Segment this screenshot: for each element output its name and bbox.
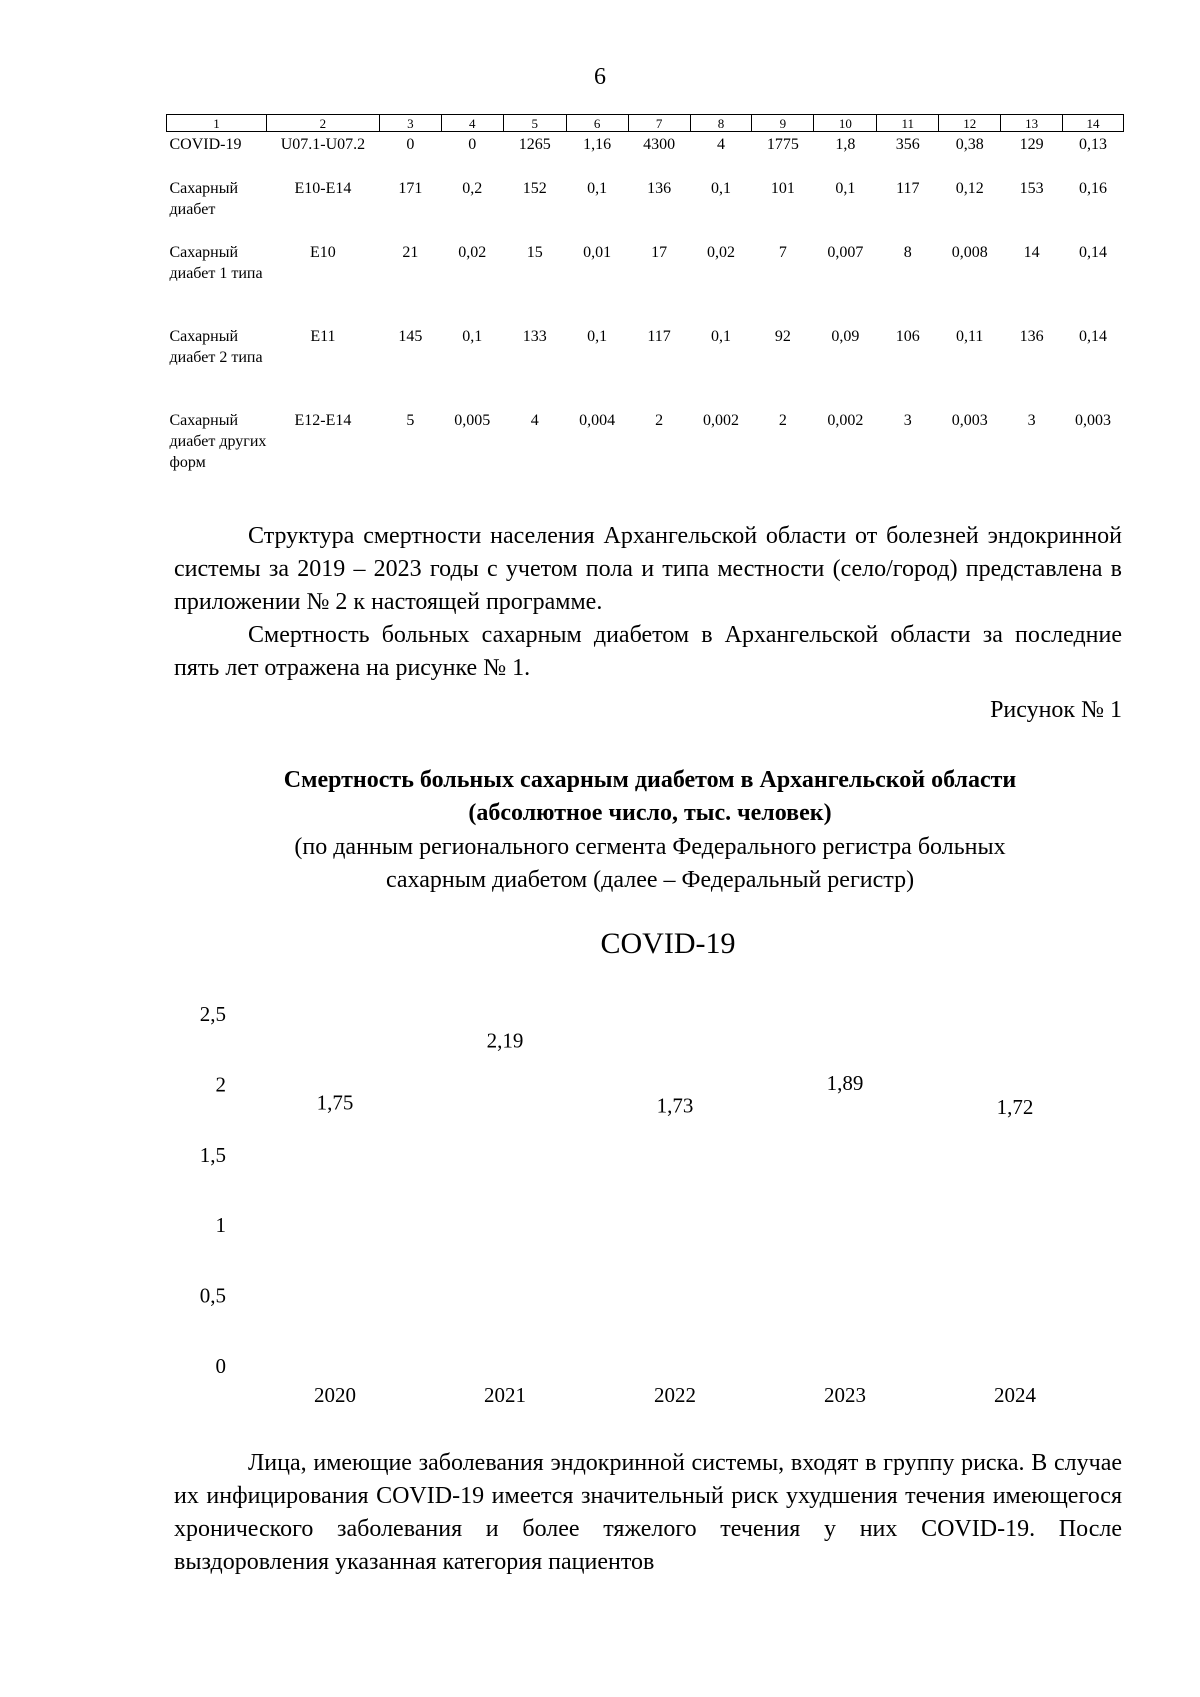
row-code: E12-E14 <box>294 412 352 429</box>
table-cell: 1,16 <box>583 136 612 153</box>
paragraph-text: Структура смертности населения Архангельской области от болезней эндокринной системы за 2019 – 2023 годы с учетом пола и типа местности (село/город) представлена в приложении № 2 к настоящей программе. <box>174 523 1122 615</box>
paragraph-text: Лица, имеющие заболевания эндокринной системы, входят в группу риска. В случае их инфицирования COVID-19 имеется значительный риск ухудшения течения имеющегося хронического заболевания и более тяжелого течения у них COVID-19. После выздоровления указанная категория пациентов <box>174 1450 1122 1575</box>
table-cell: 21 <box>402 244 419 261</box>
data-label: 2,19 <box>486 1028 524 1053</box>
table-cell: 4 <box>530 412 539 429</box>
table-cell: 356 <box>895 136 920 153</box>
y-tick-label: 2 <box>215 1072 226 1097</box>
table-cell: 0,005 <box>454 412 491 429</box>
table-cell: 136 <box>647 180 672 197</box>
figure-title-line: (абсолютное число, тыс. человек) <box>468 800 832 826</box>
table-cell: 2 <box>655 412 664 429</box>
bar <box>288 1120 382 1366</box>
figure-title <box>150 764 1150 830</box>
table-cell: 0,1 <box>710 328 731 345</box>
table-cell: 4300 <box>643 136 676 153</box>
table-row-diabetes-other <box>167 410 1124 500</box>
table-cell: 0,1 <box>462 328 483 345</box>
row-name: Сахарный диабет 1 типа <box>169 244 263 282</box>
bar <box>968 1124 1062 1366</box>
table-cell: 0,1 <box>710 180 731 197</box>
column-header: 7 <box>628 115 690 132</box>
table-cell: 145 <box>398 328 423 345</box>
figure-subtitle-line: (по данным регионального сегмента Федерального регистра больных <box>294 834 1006 860</box>
table-cell: 0,01 <box>583 244 612 261</box>
table-cell: 0,008 <box>951 244 988 261</box>
bar <box>628 1122 722 1366</box>
table-row-diabetes <box>167 178 1124 242</box>
table-cell: 171 <box>398 180 423 197</box>
table-cell: 15 <box>526 244 543 261</box>
table-cell: 5 <box>406 412 415 429</box>
x-tick-label: 2024 <box>994 1383 1036 1407</box>
table-cell: 0 <box>468 136 477 153</box>
table-cell: 0,02 <box>706 244 735 261</box>
x-tick-label: 2023 <box>824 1383 866 1407</box>
table-cell: 0,003 <box>951 412 988 429</box>
figure-subtitle <box>150 831 1150 897</box>
table-cell: 92 <box>774 328 791 345</box>
row-code: U07.1-U07.2 <box>280 136 366 153</box>
paragraph-text: Смертность больных сахарным диабетом в Архангельской области за последние пять лет отражена на рисунке № 1. <box>174 622 1122 681</box>
table-cell: 0,12 <box>955 180 984 197</box>
column-header: 5 <box>503 115 566 132</box>
table-cell: 0,14 <box>1079 244 1108 261</box>
figure-title-line: Смертность больных сахарным диабетом в Архангельской области <box>283 767 1017 793</box>
column-header: 1 <box>167 115 267 132</box>
table-cell: 152 <box>522 180 547 197</box>
x-tick-label: 2022 <box>654 1383 696 1407</box>
table-cell: 14 <box>1023 244 1040 261</box>
table-cell: 0,38 <box>955 136 984 153</box>
table-cell: 1,8 <box>835 136 856 153</box>
row-code: E10-E14 <box>294 180 352 197</box>
table-cell: 17 <box>651 244 668 261</box>
table-cell: 1775 <box>766 136 799 153</box>
table-cell: 0,14 <box>1079 328 1108 345</box>
column-header: 3 <box>379 115 441 132</box>
column-header: 14 <box>1063 115 1124 132</box>
paragraph-structure <box>174 520 1122 619</box>
row-name: COVID-19 <box>169 136 242 153</box>
table-cell: 4 <box>716 136 725 153</box>
table-cell: 0 <box>406 136 415 153</box>
table-cell: 117 <box>647 328 671 345</box>
table-header-row <box>167 115 1124 132</box>
bar <box>798 1100 892 1366</box>
figure-label: Рисунок № 1 <box>990 697 1122 723</box>
table-cell: 0,1 <box>587 180 608 197</box>
data-label: 1,73 <box>656 1093 694 1118</box>
column-header: 4 <box>441 115 503 132</box>
y-tick-label: 2,5 <box>199 1002 226 1026</box>
data-label: 1,72 <box>996 1094 1034 1119</box>
x-tick-label: 2021 <box>484 1383 526 1407</box>
table-cell: 0,003 <box>1075 412 1112 429</box>
column-header: 12 <box>939 115 1001 132</box>
table-cell: 0,11 <box>955 328 984 345</box>
table-cell: 0,09 <box>831 328 860 345</box>
mortality-table <box>166 114 1124 500</box>
x-tick-label: 2020 <box>314 1383 356 1407</box>
data-label: 1,89 <box>826 1070 864 1095</box>
paragraph-mortality <box>174 619 1122 685</box>
y-tick-label: 1 <box>215 1213 226 1238</box>
mortality-bar-chart <box>0 920 1200 1410</box>
bar <box>458 1058 552 1366</box>
y-tick-label: 0,5 <box>199 1283 226 1308</box>
table-cell: 3 <box>1027 412 1036 429</box>
data-label: 1,75 <box>316 1090 354 1115</box>
table-cell: 117 <box>896 180 920 197</box>
column-header: 8 <box>690 115 752 132</box>
table-cell: 0,1 <box>587 328 608 345</box>
table-cell: 0,004 <box>579 412 616 429</box>
table-row-diabetes-type1 <box>167 242 1124 326</box>
table-cell: 133 <box>522 328 547 345</box>
table-cell: 0,1 <box>835 180 856 197</box>
page-number: 6 <box>594 64 606 90</box>
column-header: 13 <box>1001 115 1063 132</box>
table-cell: 136 <box>1019 328 1044 345</box>
table-cell: 1265 <box>518 136 551 153</box>
table-cell: 7 <box>778 244 787 261</box>
table-cell: 106 <box>895 328 920 345</box>
table-cell: 0,002 <box>702 412 739 429</box>
chart-title: COVID-19 <box>600 927 736 960</box>
row-code: E11 <box>310 328 336 345</box>
table-cell: 2 <box>778 412 787 429</box>
table-cell: 0,13 <box>1079 136 1108 153</box>
column-header: 11 <box>877 115 939 132</box>
row-code: E10 <box>310 244 336 261</box>
column-header: 2 <box>266 115 379 132</box>
y-tick-label: 0 <box>215 1354 226 1378</box>
table-cell: 0,002 <box>827 412 864 429</box>
table-cell: 129 <box>1019 136 1044 153</box>
table-cell: 8 <box>903 244 912 261</box>
row-name: Сахарный диабет <box>169 180 239 218</box>
row-name: Сахарный диабет других форм <box>169 412 267 471</box>
row-name: Сахарный диабет 2 типа <box>169 328 263 366</box>
table-cell: 0,02 <box>458 244 487 261</box>
y-tick-label: 1,5 <box>199 1142 226 1167</box>
paragraph-risk-group <box>174 1447 1122 1579</box>
table-cell: 0,16 <box>1079 180 1108 197</box>
figure-subtitle-line: сахарным диабетом (далее – Федеральный регистр) <box>385 867 915 893</box>
table-row-diabetes-type2 <box>167 326 1124 410</box>
table-cell: 0,007 <box>827 244 864 261</box>
table-cell: 153 <box>1019 180 1044 197</box>
column-header: 6 <box>566 115 628 132</box>
column-header: 9 <box>752 115 814 132</box>
table-cell: 3 <box>903 412 912 429</box>
column-header: 10 <box>814 115 877 132</box>
table-cell: 0,2 <box>462 180 483 197</box>
table-row-covid <box>167 132 1124 179</box>
table-cell: 101 <box>770 180 795 197</box>
